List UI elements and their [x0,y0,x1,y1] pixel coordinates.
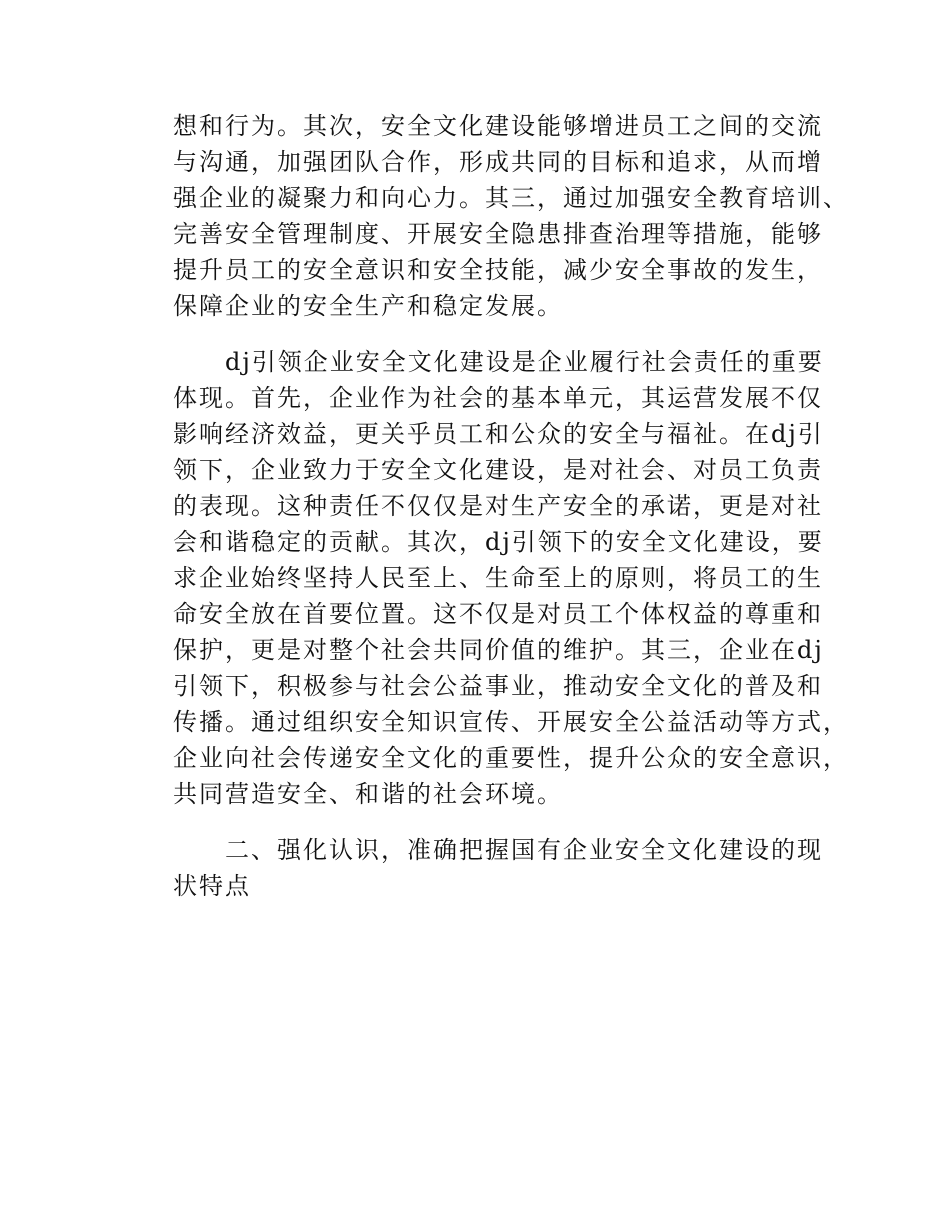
text-line: 企业向社会传递安全文化的重要性，提升公众的安全意识， [173,744,849,772]
text-line: 完善安全管理制度、开展安全隐患排查治理等措施，能够 [173,220,823,248]
text-line: 强企业的凝聚力和向心力。其三，通过加强安全教育培训、 [173,184,849,212]
text-line: 的表现。这种责任不仅仅是对生产安全的承诺，更是对社 [173,492,823,520]
text-line: 共同营造安全、和谐的社会环境。 [173,780,563,808]
text-line: 会和谐稳定的贡献。其次，dj引领下的安全文化建设，要 [173,528,824,556]
text-line: 影响经济效益，更关乎员工和公众的安全与福祉。在dj引 [173,420,824,448]
text-line: 领下，企业致力于安全文化建设，是对社会、对员工负责 [173,456,823,484]
section-heading [173,832,823,904]
paragraph-social-responsibility [173,344,849,812]
text-line: 体现。首先，企业作为社会的基本单元，其运营发展不仅 [173,384,823,412]
text-line: 命安全放在首要位置。这不仅是对员工个体权益的尊重和 [173,600,823,628]
heading-line: 二、强化认识，准确把握国有企业安全文化建设的现 [173,836,823,864]
text-line: 与沟通，加强团队合作，形成共同的目标和追求，从而增 [173,148,823,176]
text-line: 求企业始终坚持人民至上、生命至上的原则，将员工的生 [173,564,823,592]
text-line: 保护，更是对整个社会共同价值的维护。其三，企业在dj [173,636,824,664]
heading-line: 状特点 [173,872,251,900]
text-line: 引领下，积极参与社会公益事业，推动安全文化的普及和 [173,672,823,700]
text-line: 保障企业的安全生产和稳定发展。 [173,292,563,320]
paragraph-culture-benefits [173,108,849,324]
document-body [173,108,849,924]
text-line: 提升员工的安全意识和安全技能，减少安全事故的发生， [173,256,823,284]
text-line: 传播。通过组织安全知识宣传、开展安全公益活动等方式， [173,708,849,736]
text-line: dj引领企业安全文化建设是企业履行社会责任的重要 [173,348,824,376]
text-line: 想和行为。其次，安全文化建设能够增进员工之间的交流 [173,112,823,140]
